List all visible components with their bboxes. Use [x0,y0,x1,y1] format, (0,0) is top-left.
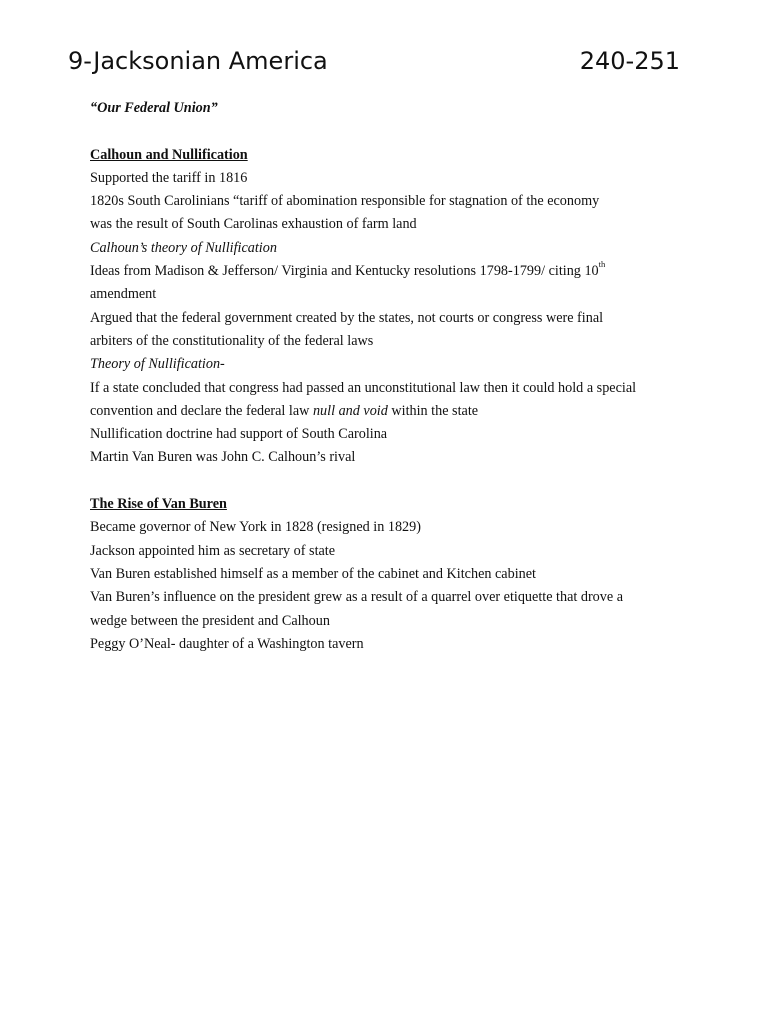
notes-body [90,97,690,656]
note-line: Argued that the federal government created by the states, not courts or congress were final [90,309,604,326]
note-subheading: Theory of Nullification- [90,356,225,373]
note-line: 1820s South Carolinians “tariff of abomination responsible for stagnation of the economy [90,193,600,210]
note-line: Van Buren’s influence on the president grew as a result of a quarrel over etiquette that drove a [90,589,624,606]
note-line: wedge between the president and Calhoun [90,612,330,629]
page-header [68,44,680,78]
note-line [90,260,690,283]
note-line: arbiters of the constitutionality of the federal laws [90,332,374,349]
page-range: 240-251 [579,47,680,75]
note-line: Supported the tariff in 1816 [90,169,248,186]
heading-rise-of-van-buren: The Rise of Van Buren [90,496,227,513]
ordinal-suffix: th [598,259,606,270]
heading-calhoun-nullification: Calhoun and Nullification [90,146,248,163]
note-text: within the state [387,402,479,419]
note-line: Became governor of New York in 1828 (resigned in 1829) [90,519,421,536]
note-line: If a state concluded that congress had passed an unconstitutional law then it could hold a special [90,379,637,396]
note-line: Jackson appointed him as secretary of state [90,542,336,559]
note-line: amendment [90,286,157,303]
note-text: convention and declare the federal law [90,402,313,419]
note-line [90,400,690,423]
blank-line [90,120,690,143]
note-line: Nullification doctrine had support of South Carolina [90,426,388,443]
section-subtitle: “Our Federal Union” [90,100,218,116]
note-text: Ideas from Madison & Jefferson/ Virginia and Kentucky resolutions 1798-1799/ citing 10 [90,263,599,280]
note-line: Van Buren established himself as a member of the cabinet and Kitchen cabinet [90,565,536,582]
note-subheading: Calhoun’s theory of Nullification [90,239,277,256]
emphasis-text: null and void [312,402,388,419]
note-line: was the result of South Carolinas exhaustion of farm land [90,216,417,233]
blank-line [90,470,690,493]
chapter-title: 9-Jacksonian America [68,47,328,75]
note-line: Peggy O’Neal- daughter of a Washington tavern [90,635,364,652]
note-line: Martin Van Buren was John C. Calhoun’s rival [90,449,356,466]
